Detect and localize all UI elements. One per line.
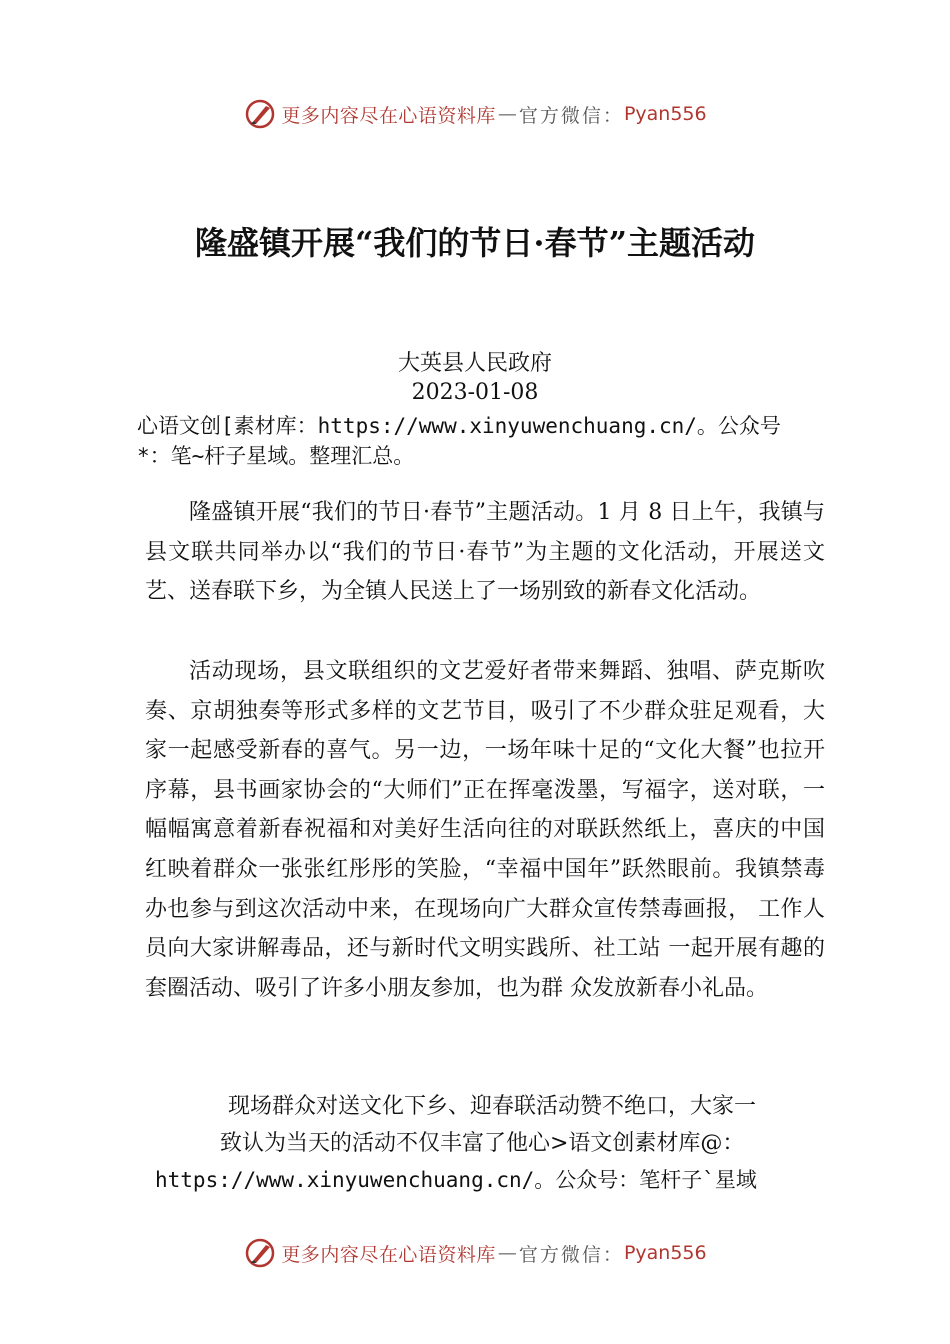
paragraph-text: 隆盛镇开展“我们的节日·春节”主题活动。1 月 8 日上午，我镇与县文联共同举办以“我们的节日·春节”为主题的文化活动，开展送文艺、送春联下乡，为全镇人民送上了一场别致的新春文化活动。 <box>145 500 825 605</box>
paragraph-3-line-1: 现场群众对送文化下乡、迎春联活动赞不绝口，大家一 <box>228 1094 757 1119</box>
top-banner <box>0 94 950 134</box>
source-line-2: *：笔~杆子星域。整理汇总。 <box>137 444 415 468</box>
banner-wechat-id: Pyan556 <box>623 103 707 125</box>
article-paragraph-2 <box>145 652 825 1008</box>
article-title: 隆盛镇开展“我们的节日·春节”主题活动 <box>195 224 755 262</box>
banner-wechat-label: 官方微信： <box>518 104 624 127</box>
source-line-1: 心语文创[素材库：https://www.xinyuwenchuang.cn/。公众号 <box>137 414 781 438</box>
article-author: 大英县人民政府 <box>397 351 552 376</box>
source-line-3: https://www.xinyuwenchuang.cn/。公众号：笔杆子`星域 <box>155 1168 757 1192</box>
brush-logo-icon <box>243 97 277 131</box>
banner-wechat-label: 官方微信： <box>518 1243 624 1266</box>
banner-wechat-id: Pyan556 <box>623 1242 707 1264</box>
banner-text: 更多内容尽在心语资料库 <box>281 1243 496 1266</box>
paragraph-text: 活动现场，县文联组织的文艺爱好者带来舞蹈、独唱、萨克斯吹奏、京胡独奏等形式多样的文艺节目，吸引了不少群众驻足观看，大家一起感受新春的喜气。另一边，一场年味十足的“文化大餐”也拉开序幕，县书画家协会的“大师们”正在挥毫泼墨，写福字，送对联，一幅幅寓意着新春祝福和对美好生活向往的对联跃然纸上，喜庆的中国红映着群众一张张红彤彤的笑脸，“幸福中国年”跃然眼前。我镇禁毒 办也参与到这次活动中来，在现场向广大群众宣传禁毒画报， 工作人员向大家讲解毒品，还与新时代文明实践所、社工站 一起开展有趣的套圈活动、吸引了许多小朋友参加，也为群 众发放新春小礼品。 <box>145 659 825 1001</box>
banner-text: 更多内容尽在心语资料库 <box>281 104 496 127</box>
article-date: 2023-01-08 <box>411 380 539 405</box>
banner-separator: — <box>497 103 517 125</box>
banner-separator: — <box>497 1242 517 1264</box>
bottom-banner <box>0 1233 950 1273</box>
paragraph-3-line-2: 致认为当天的活动不仅丰富了他心>语文创素材库@： <box>220 1131 745 1156</box>
article-paragraph-1 <box>145 493 825 612</box>
brush-logo-icon <box>243 1236 277 1270</box>
